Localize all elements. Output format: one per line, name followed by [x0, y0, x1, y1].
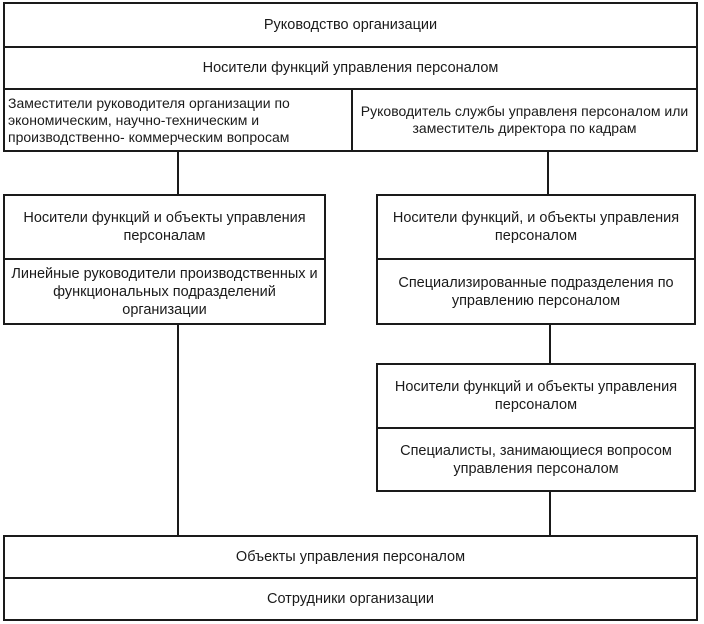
employees-label: Сотрудники организации: [266, 591, 435, 607]
right2-body-box: [376, 427, 696, 492]
carriers-label: Носители функций управления персоналом: [202, 60, 499, 76]
leadership-box: [3, 2, 698, 48]
right2-header-label: Носители функций и объекты управления персоналом: [394, 379, 678, 413]
connector-right2-to-bottom: [549, 490, 551, 537]
hr-head-box: [351, 88, 698, 152]
right2-body-label: Специалисты, занимающиеся вопросом управления персоналом: [400, 442, 672, 477]
employees-box: [3, 577, 698, 621]
right1-body-box: [376, 258, 696, 325]
left-header-label: Носители функций и объекты управления персоналам: [23, 210, 306, 244]
connector-left-to-bottom: [177, 323, 179, 537]
right1-body-label: Специализированные подразделения по управлению персоналом: [398, 274, 674, 309]
connector-right1-to-right2: [549, 323, 551, 365]
right1-header-box: [376, 194, 696, 260]
hr-head-label: Руководитель службы управленя персоналом или заместитель директора по кадрам: [360, 103, 689, 136]
left-header-box: [3, 194, 326, 260]
connector-hr-to-right1: [547, 150, 549, 196]
connector-deputies-to-left: [177, 150, 179, 196]
right2-header-box: [376, 363, 696, 429]
right1-header-label: Носители функций, и объекты управления персоналом: [392, 210, 680, 244]
carriers-box: [3, 46, 698, 90]
leadership-label: Руководство организации: [263, 17, 438, 33]
deputies-label: Заместители руководителя организации по экономическим, научно-техническим и производственно- коммерческим вопросам: [8, 94, 290, 145]
left-body-label: Линейные руководители производственных и функциональных подразделений организации: [11, 265, 318, 318]
objects-label: Объекты управления персоналом: [235, 549, 466, 565]
left-body-box: [3, 258, 326, 325]
objects-box: [3, 535, 698, 579]
deputies-box: [3, 88, 353, 152]
